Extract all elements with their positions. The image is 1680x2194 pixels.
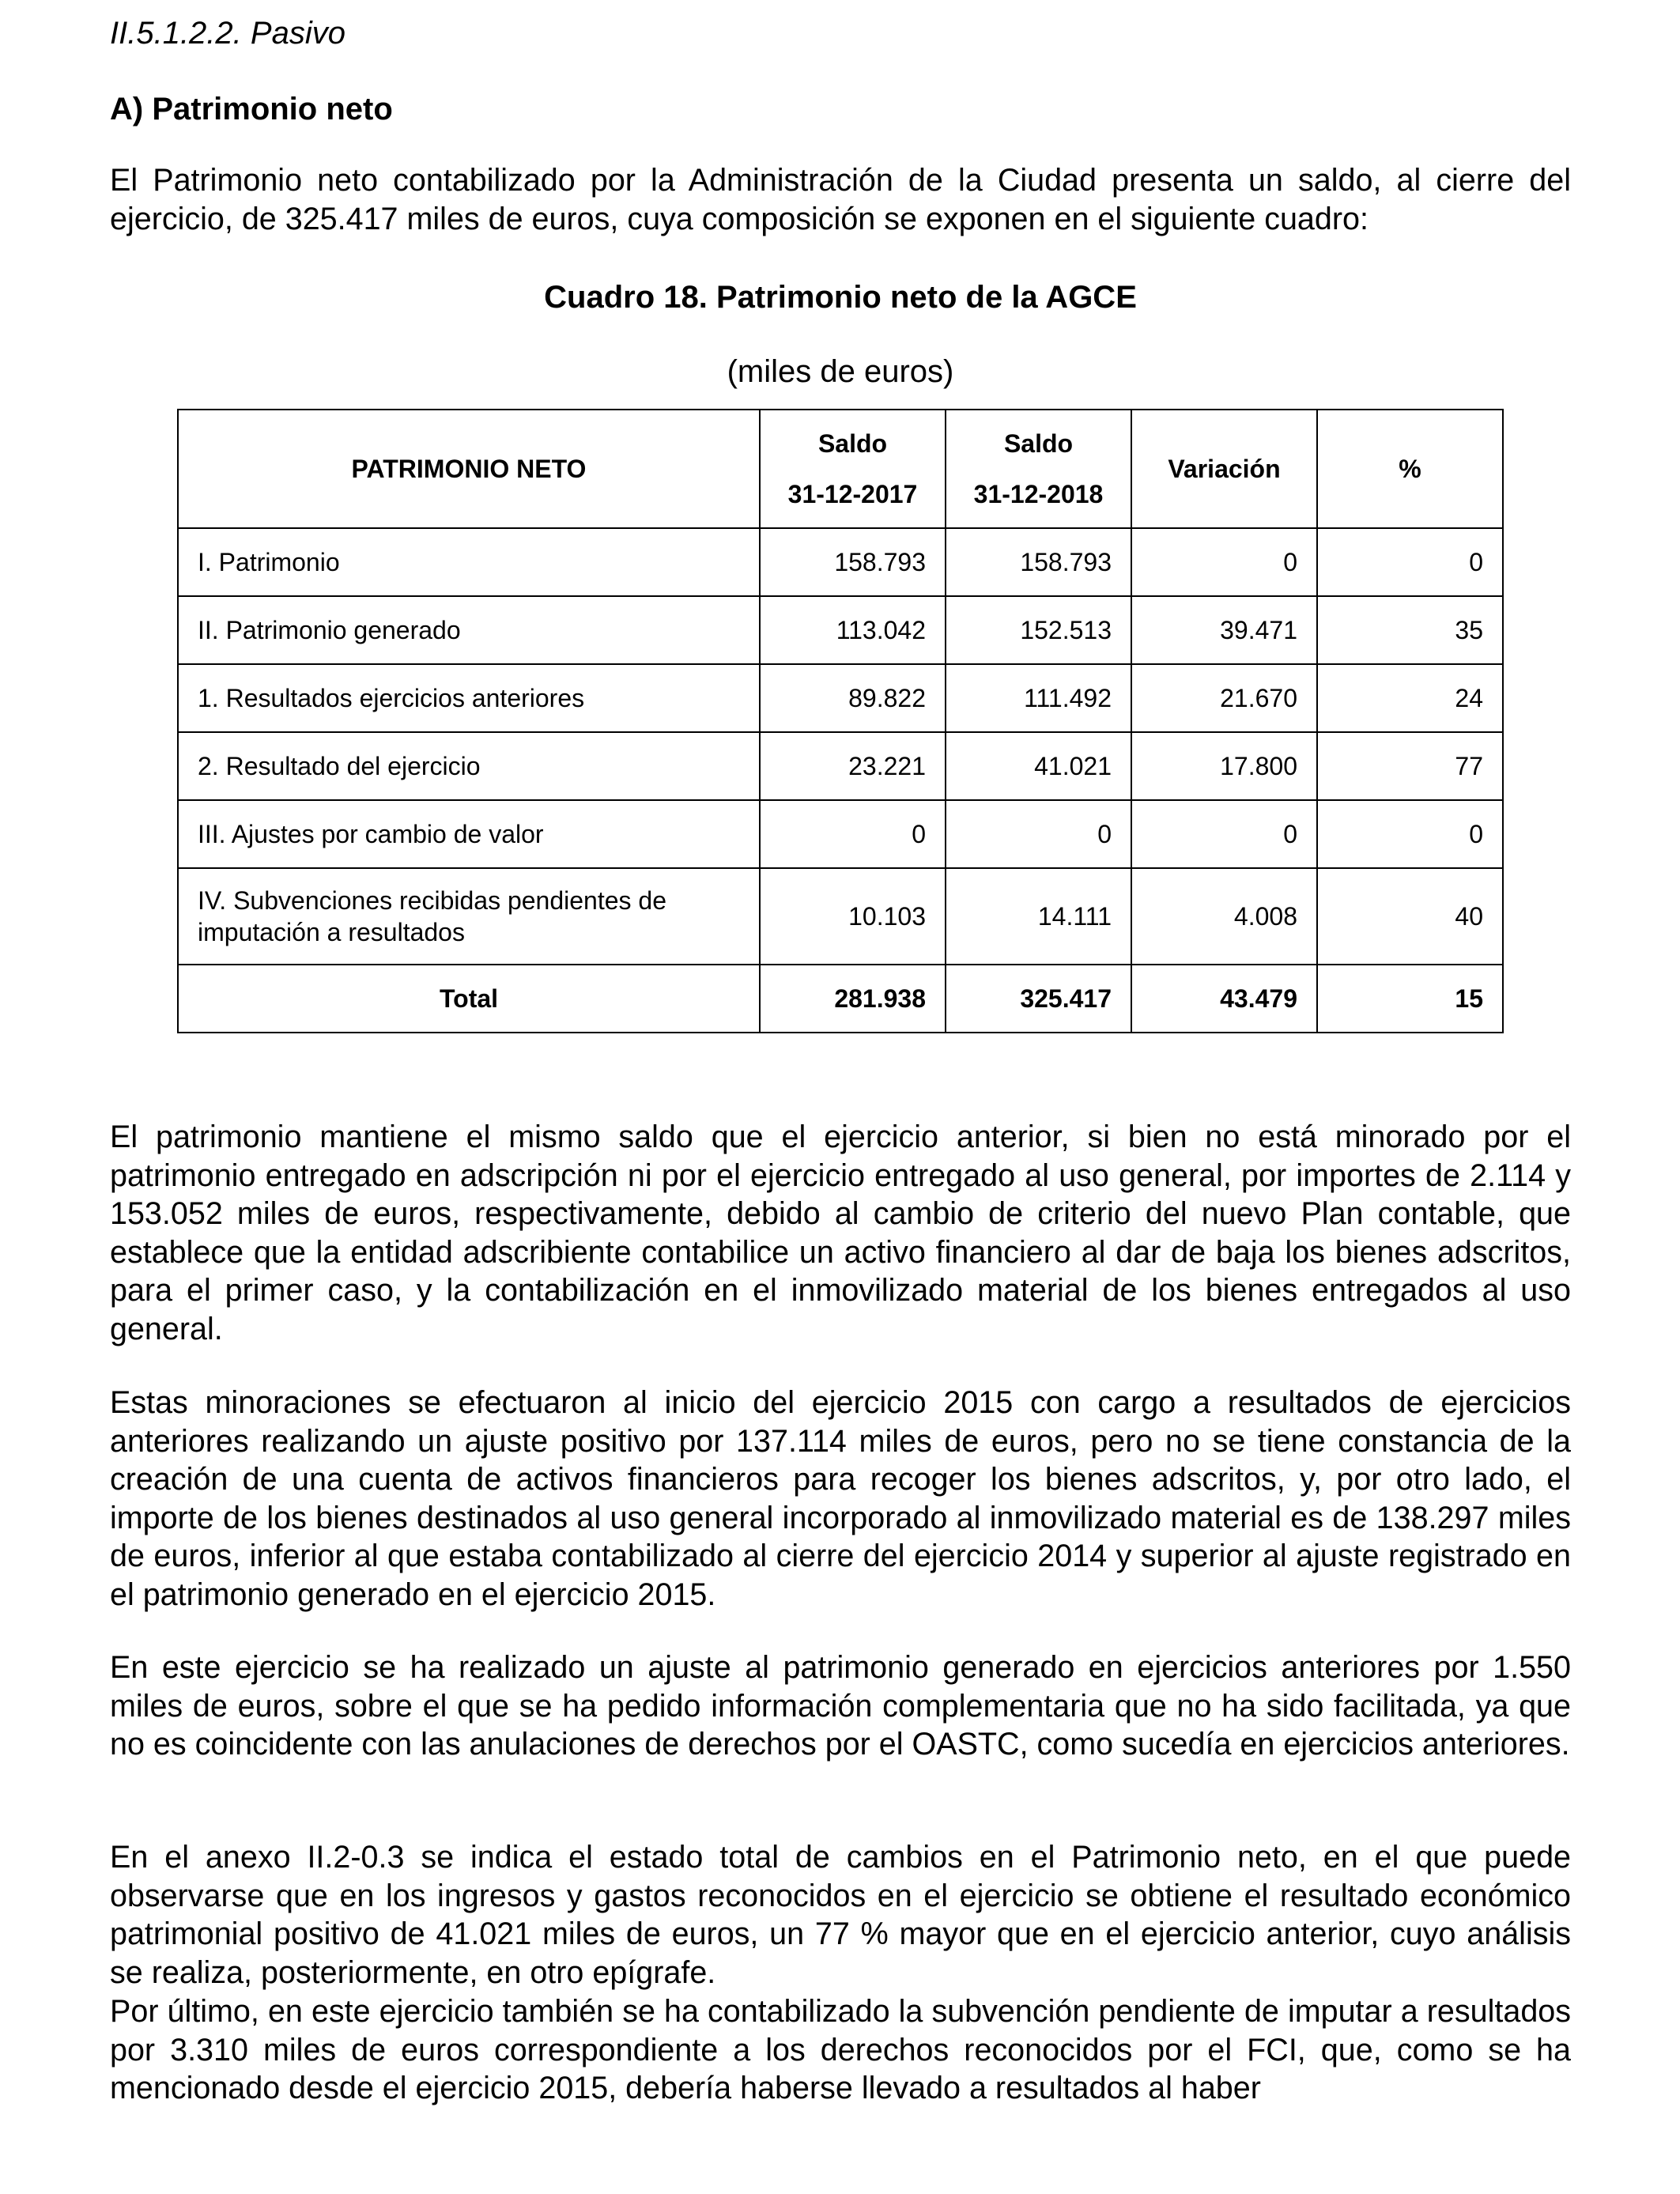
table-row — [178, 596, 1503, 664]
row-variacion: 0 — [1131, 528, 1317, 596]
header-saldo-2017 — [760, 410, 946, 528]
row-label: III. Ajustes por cambio de valor — [178, 800, 760, 868]
table-units: (miles de euros) — [727, 354, 954, 389]
table-caption: Cuadro 18. Patrimonio neto de la AGCE — [544, 280, 1137, 315]
row-saldo-2018: 158.793 — [946, 528, 1131, 596]
row-label: IV. Subvenciones recibidas pendientes de imputación a resultados — [178, 868, 760, 965]
body-paragraph-1: El patrimonio mantiene el mismo saldo que el ejercicio anterior, si bien no está minorado por el patrimonio entregado en adscripción ni por el ejercicio entregado al uso general, por importes de 2.114 y 153.052 miles de euros, respectivamente, debido al cambio de criterio del nuevo Plan contable, que establece que la entidad adscribiente contabilice un activo financiero al dar de baja los bienes adscritos, para el primer caso, y la contabilización en el inmovilizado material de los bienes entregados al uso general. — [110, 1120, 1571, 1346]
row-percent: 0 — [1317, 528, 1503, 596]
row-variacion: 0 — [1131, 800, 1317, 868]
row-saldo-2017: 10.103 — [760, 868, 946, 965]
row-saldo-2017: 113.042 — [760, 596, 946, 664]
row-saldo-2018: 14.111 — [946, 868, 1131, 965]
header-saldo-2018-line2: 31-12-2018 — [973, 480, 1104, 508]
row-variacion: 17.800 — [1131, 732, 1317, 800]
header-patrimonio-neto: PATRIMONIO NETO — [178, 410, 760, 528]
header-percent: % — [1317, 410, 1503, 528]
subheading: A) Patrimonio neto — [110, 92, 393, 127]
row-variacion: 21.670 — [1131, 664, 1317, 732]
row-label: II. Patrimonio generado — [178, 596, 760, 664]
row-variacion: 39.471 — [1131, 596, 1317, 664]
row-saldo-2018: 152.513 — [946, 596, 1131, 664]
body-paragraph-5: Por último, en este ejercicio también se ha contabilizado la subvención pendiente de imputar a resultados por 3.310 miles de euros correspondiente a los derechos reconocidos por el FCI, que, como se ha mencionado desde el ejercicio 2015, debería haberse llevado a resultados al haber — [110, 1994, 1571, 2105]
header-saldo-2018 — [946, 410, 1131, 528]
section-number: II.5.1.2.2. Pasivo — [110, 16, 345, 51]
row-saldo-2017: 158.793 — [760, 528, 946, 596]
table-row — [178, 664, 1503, 732]
header-saldo-2017-line2: 31-12-2017 — [787, 480, 918, 508]
row-variacion: 4.008 — [1131, 868, 1317, 965]
table-total-row — [178, 965, 1503, 1033]
row-saldo-2018: 41.021 — [946, 732, 1131, 800]
table-row — [178, 868, 1503, 965]
row-saldo-2018: 0 — [946, 800, 1131, 868]
table-row — [178, 732, 1503, 800]
total-label: Total — [178, 965, 760, 1033]
total-percent: 15 — [1317, 965, 1503, 1033]
row-saldo-2017: 89.822 — [760, 664, 946, 732]
table-row — [178, 528, 1503, 596]
patrimonio-table — [177, 409, 1504, 1033]
row-percent: 77 — [1317, 732, 1503, 800]
total-saldo-2017: 281.938 — [760, 965, 946, 1033]
table-header-row — [178, 410, 1503, 528]
row-percent: 35 — [1317, 596, 1503, 664]
row-saldo-2017: 23.221 — [760, 732, 946, 800]
row-percent: 24 — [1317, 664, 1503, 732]
row-percent: 40 — [1317, 868, 1503, 965]
header-saldo-2017-line1: Saldo — [817, 429, 888, 458]
row-percent: 0 — [1317, 800, 1503, 868]
row-label: I. Patrimonio — [178, 528, 760, 596]
row-label: 2. Resultado del ejercicio — [178, 732, 760, 800]
header-variacion: Variación — [1131, 410, 1317, 528]
intro-paragraph: El Patrimonio neto contabilizado por la Administración de la Ciudad presenta un saldo, al cierre del ejercicio, de 325.417 miles de euros, cuya composición se exponen en el siguiente cuadro: — [110, 163, 1571, 236]
total-saldo-2018: 325.417 — [946, 965, 1131, 1033]
body-paragraph-3: En este ejercicio se ha realizado un ajuste al patrimonio generado en ejercicios anteriores por 1.550 miles de euros, sobre el que se ha pedido información complementaria que no ha sido facilitada, ya que no es coincidente con las anulaciones de derechos por el OASTC, como sucedía en ejercicios anteriores. — [110, 1650, 1571, 1762]
row-label: 1. Resultados ejercicios anteriores — [178, 664, 760, 732]
row-saldo-2017: 0 — [760, 800, 946, 868]
body-paragraph-4: En el anexo II.2-0.3 se indica el estado total de cambios en el Patrimonio neto, en el que puede observarse que en los ingresos y gastos reconocidos en el ejercicio se obtiene el resultado económico patrimonial positivo de 41.021 miles de euros, un 77 % mayor que en el ejercicio anterior, cuyo análisis se realiza, posteriormente, en otro epígrafe. — [110, 1840, 1571, 1990]
header-saldo-2018-line1: Saldo — [1003, 429, 1074, 458]
table-row — [178, 800, 1503, 868]
body-paragraph-2: Estas minoraciones se efectuaron al inicio del ejercicio 2015 con cargo a resultados de ejercicios anteriores realizando un ajuste positivo por 137.114 miles de euros, pero no se tiene constancia de la creación de una cuenta de activos financieros para recoger los bienes adscritos, y, por otro lado, el importe de los bienes destinados al uso general incorporado al inmovilizado material es de 138.297 miles de euros, inferior al que estaba contabilizado al cierre del ejercicio 2014 y superior al ajuste registrado en el patrimonio generado en el ejercicio 2015. — [110, 1385, 1571, 1612]
total-variacion: 43.479 — [1131, 965, 1317, 1033]
row-saldo-2018: 111.492 — [946, 664, 1131, 732]
